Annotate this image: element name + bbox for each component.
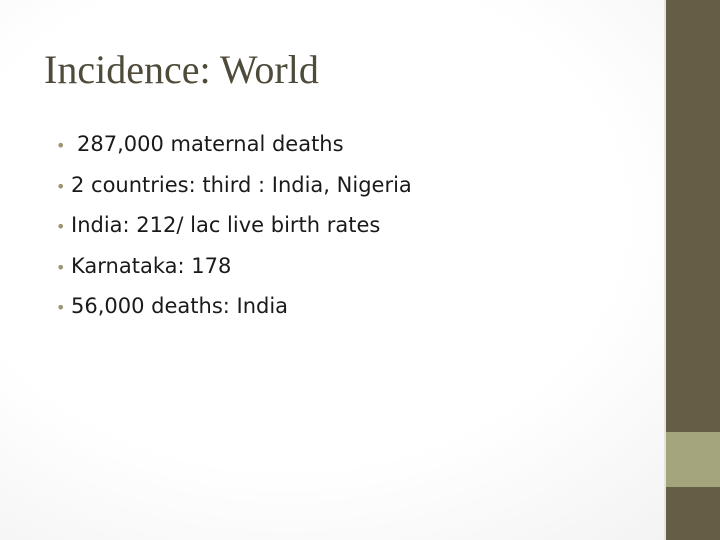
bullet-text: 2 countries: third : India, Nigeria xyxy=(71,172,412,197)
bullet-icon: • xyxy=(56,136,66,155)
bullet-item xyxy=(56,254,412,295)
bullet-text: 56,000 deaths: India xyxy=(71,294,289,318)
bullet-text: Karnataka: 178 xyxy=(71,253,232,278)
bullet-text: India: 212/ lac live birth rates xyxy=(71,213,381,237)
bullet-icon: • xyxy=(56,257,66,277)
bullet-item xyxy=(56,173,412,214)
bullet-item xyxy=(56,294,412,335)
bullet-icon: • xyxy=(56,298,66,317)
bullet-item xyxy=(56,213,412,254)
bullet-icon: • xyxy=(56,217,66,236)
bullet-text: 287,000 maternal deaths xyxy=(77,132,344,156)
bullet-list xyxy=(56,132,412,335)
side-accent-block xyxy=(666,432,720,487)
slide-title: Incidence: World xyxy=(44,47,319,92)
bullet-item xyxy=(56,132,412,173)
bullet-icon: • xyxy=(56,176,66,196)
